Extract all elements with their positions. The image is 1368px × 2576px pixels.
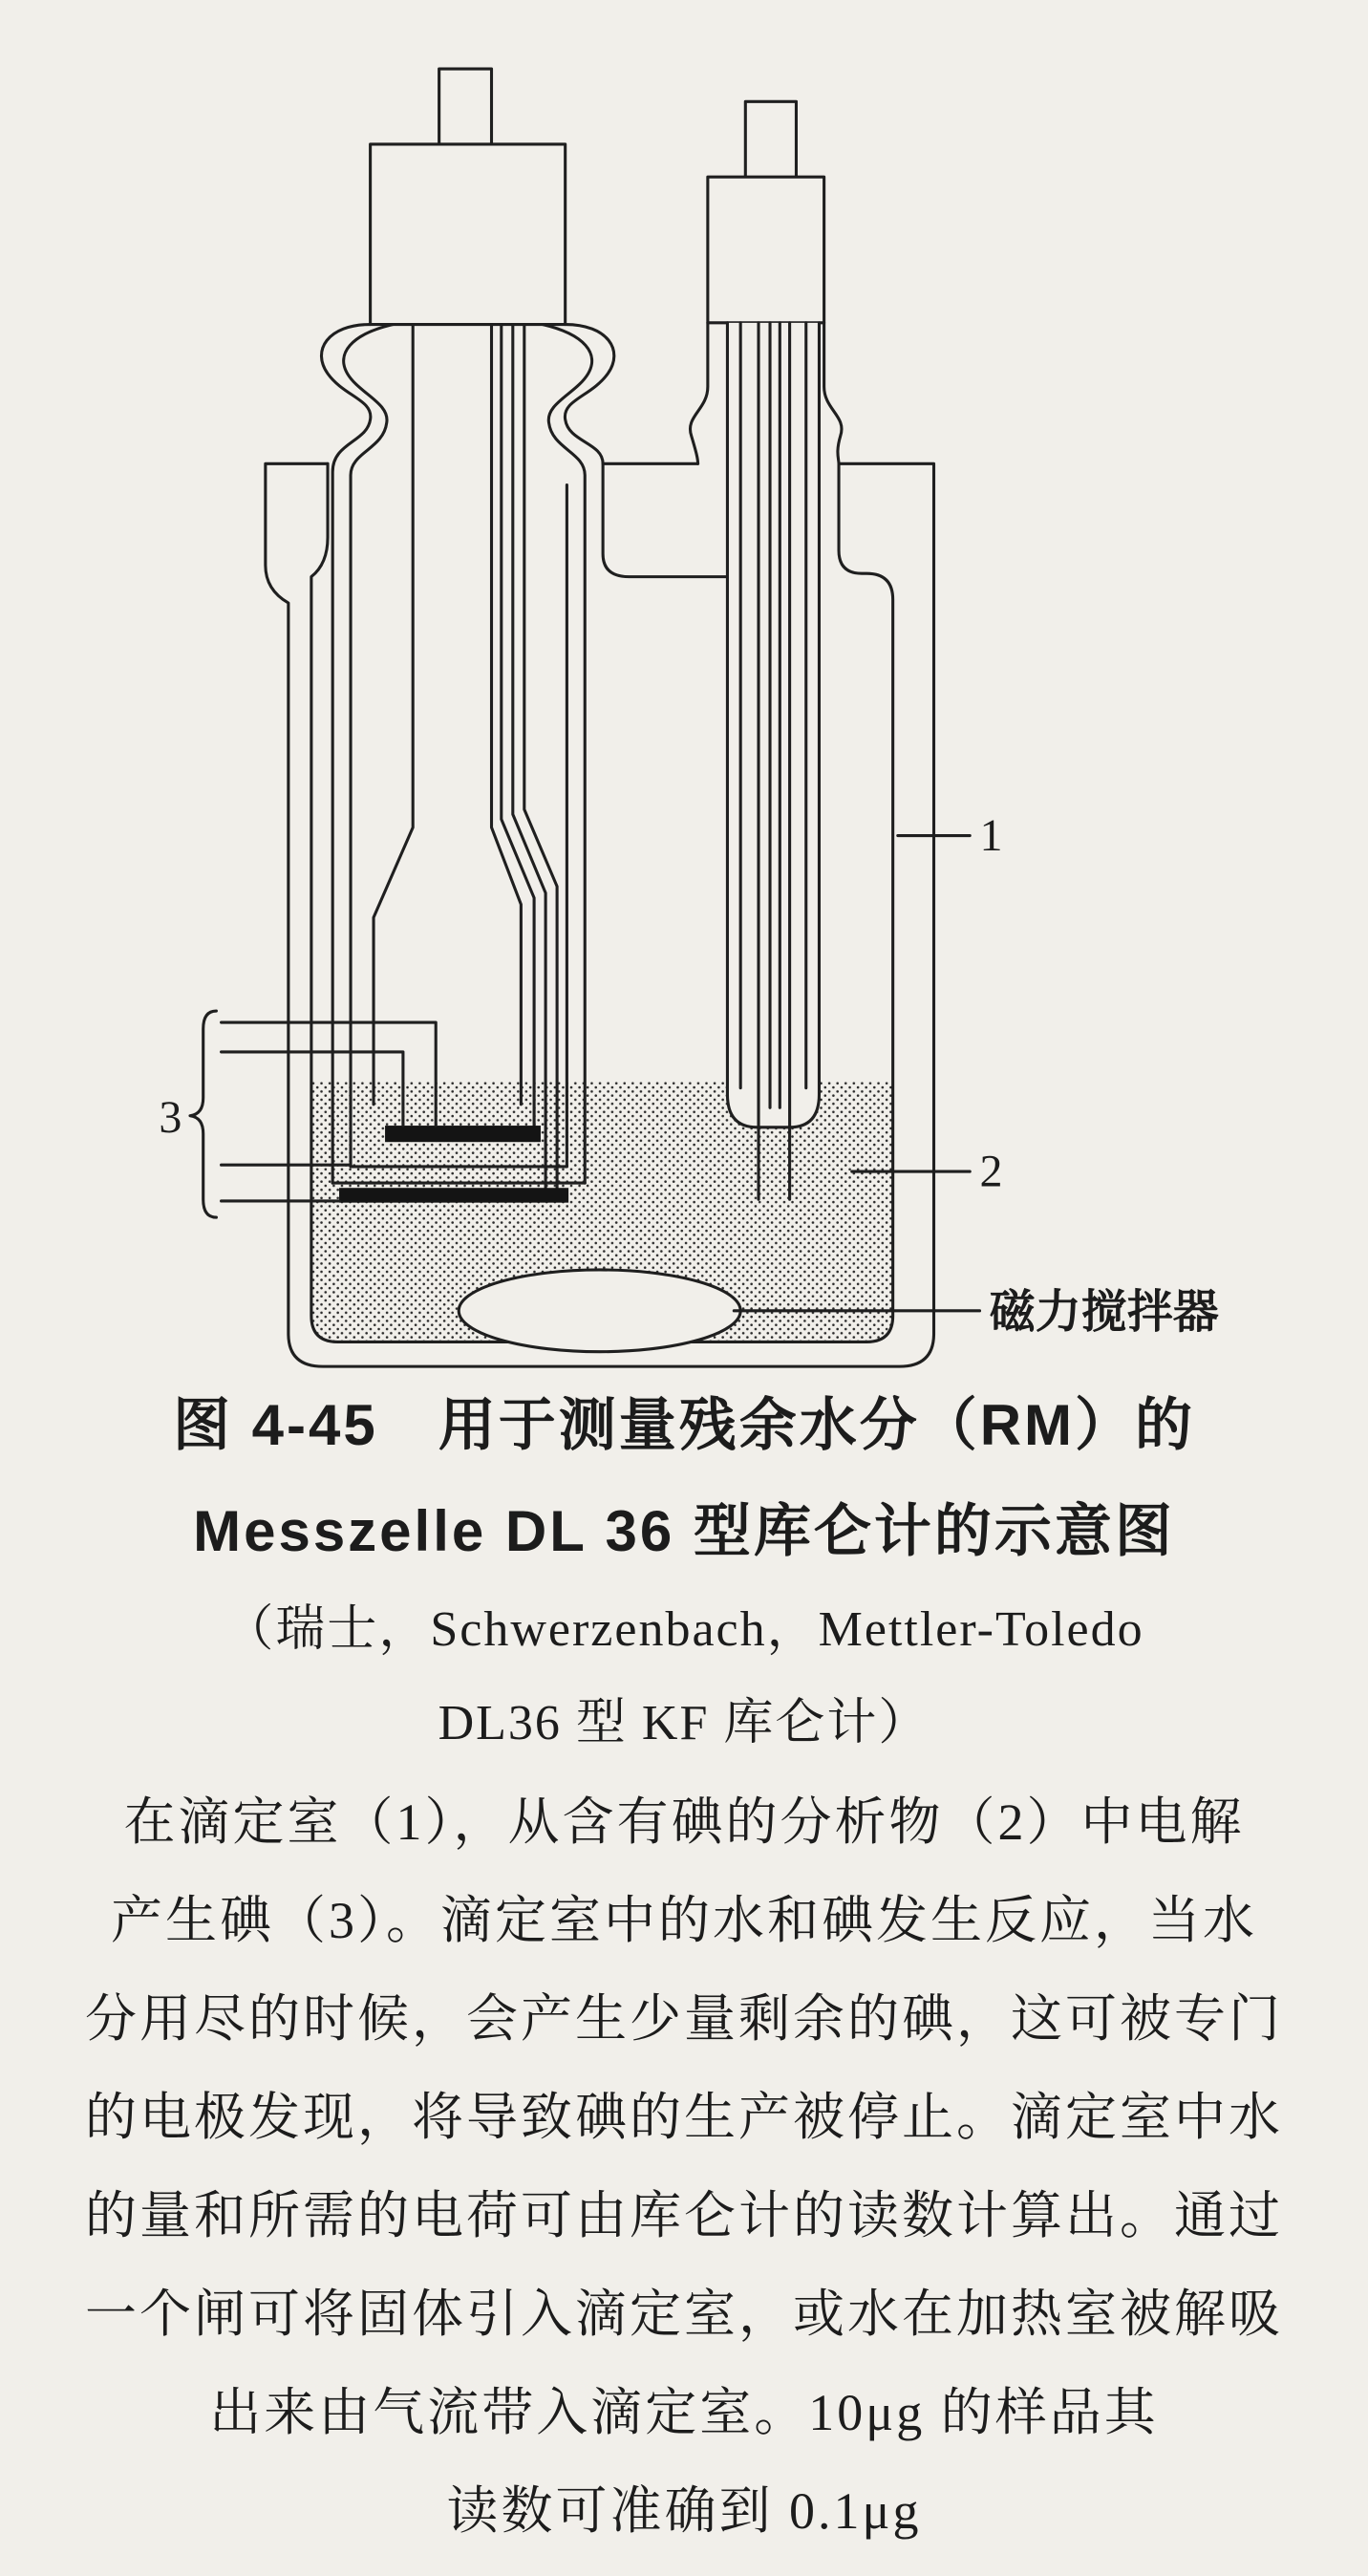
vessel-top-inner xyxy=(603,463,727,576)
body-text-line: 的电极发现，将导致碘的生产被停止。滴定室中水 xyxy=(85,2089,1283,2146)
electrode-holder-right xyxy=(492,325,522,1105)
joint-right-outer xyxy=(565,325,613,464)
generator-electrode xyxy=(321,69,613,1203)
generator-electrode-cap xyxy=(371,144,566,325)
label-generator-electrode: 3 xyxy=(159,1091,182,1143)
body-text-line: 的量和所需的电荷可由库仑计的读数计算出。通过 xyxy=(85,2187,1283,2244)
electrode-wire xyxy=(513,325,545,1189)
cathode-plate xyxy=(339,1188,568,1202)
body-text-line: 出来由气流带入滴定室。10μg 的样品其 xyxy=(209,2384,1159,2441)
indicator-joint-right xyxy=(824,323,842,463)
generator-electrode-stem xyxy=(439,69,492,146)
indicator-electrode xyxy=(690,101,842,1199)
brace-3 xyxy=(190,1011,216,1217)
caption-title-line-2: Messzelle DL 36 型库仑计的示意图 xyxy=(193,1499,1175,1563)
stir-bar xyxy=(459,1270,740,1352)
label-titration-cell: 1 xyxy=(979,809,1003,861)
body-paragraph xyxy=(0,1773,1368,2561)
body-text-line: 产生碘（3）。滴定室中的水和碘发生反应，当水 xyxy=(111,1892,1257,1949)
caption-source-line-1: （瑞士，Schwerzenbach，Mettler-Toledo xyxy=(224,1602,1144,1657)
electrode-wire xyxy=(524,325,557,1189)
label-analyte: 2 xyxy=(979,1146,1003,1197)
body-text-line: 一个闸可将固体引入滴定室，或水在加热室被解吸 xyxy=(85,2286,1283,2343)
caption-title-line-1: 图 4-45 用于测量残余水分（RM）的 xyxy=(172,1393,1196,1457)
caption-source-line-2: DL36 型 KF 库仑计） xyxy=(438,1696,930,1750)
indicator-electrode-stem xyxy=(745,101,796,179)
glass-outlines xyxy=(190,69,980,1366)
body-text-line: 分用尽的时候，会产生少量剩余的碘，这可被专门 xyxy=(85,1990,1283,2048)
body-text-line: 读数可准确到 0.1μg xyxy=(446,2482,922,2540)
body-text-line: 在滴定室（1），从含有碘的分析物（2）中电解 xyxy=(123,1793,1245,1851)
joint-left-inner xyxy=(344,325,394,1167)
electrode-holder-left xyxy=(374,325,413,1105)
electrode-wire xyxy=(502,325,534,1127)
indicator-electrode-cap xyxy=(708,177,824,323)
anode-plate xyxy=(385,1126,541,1142)
indicator-joint-left xyxy=(690,323,707,463)
label-magnetic-stirrer: 磁力搅拌器 xyxy=(989,1286,1219,1338)
